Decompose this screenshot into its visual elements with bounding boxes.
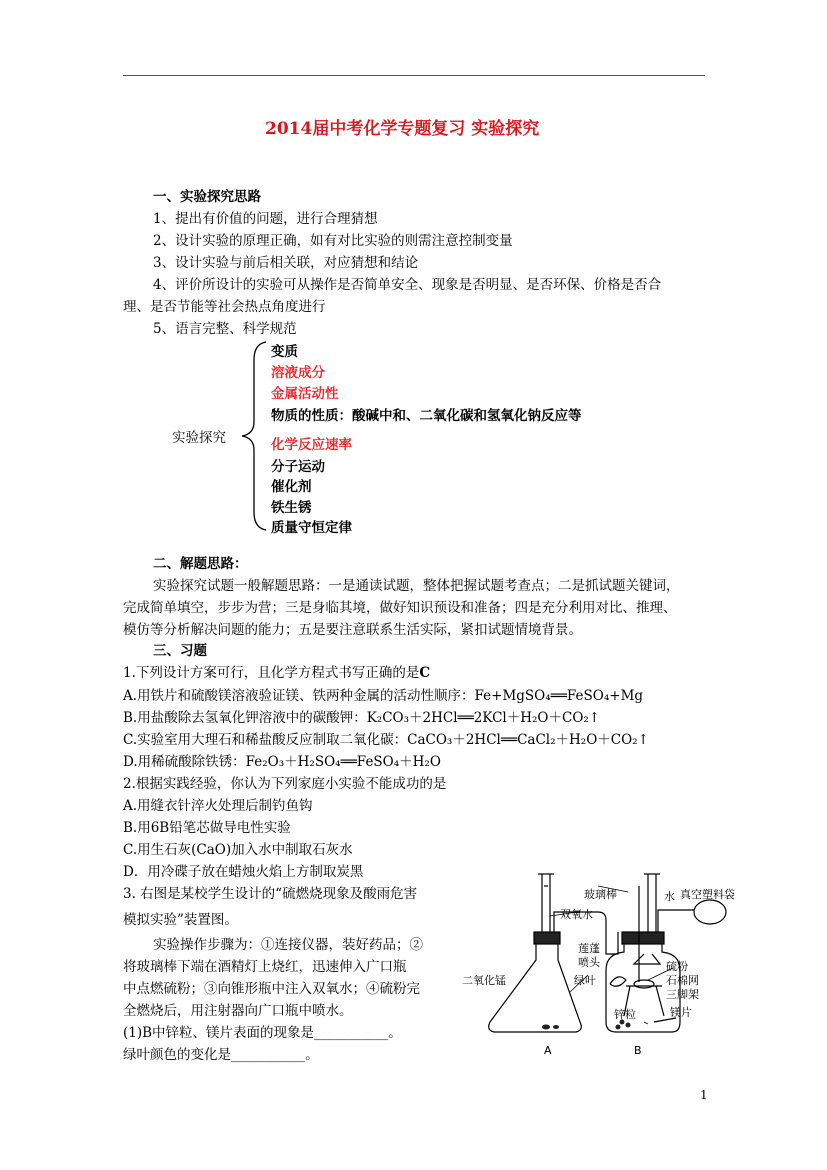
mindmap-branch: 分子运动 — [271, 459, 325, 475]
mindmap-branch: 化学反应速率 — [271, 437, 352, 453]
label-gauze: 石棉网 — [666, 974, 699, 987]
section2-paragraph: 完成简单填空，步步为营；三是身临其境，做好知识预设和准备；四是充分利用对比、推理、 — [123, 600, 677, 616]
label-b: B — [634, 1044, 642, 1057]
mindmap-branch: 变质 — [271, 344, 298, 360]
label-shower-2: 喷头 — [578, 956, 600, 969]
q3-line: 模拟实验”装置图。 — [123, 912, 238, 928]
section1-item: 4、评价所设计的实验可从操作是否简单安全、现象是否明显、是否环保、价格是否合 — [153, 277, 662, 293]
mindmap-branch: 催化剂 — [271, 479, 312, 495]
label-leaf: 绿叶 — [574, 974, 596, 987]
q3-line: 实验操作步骤为：①连接仪器，装好药品；② — [153, 937, 423, 953]
mindmap-branch: 金属活动性 — [271, 386, 339, 402]
section1-item: 1、提出有价值的问题，进行合理猜想 — [153, 211, 378, 227]
q1-option-c: C.实验室用大理石和稀盐酸反应制取二氧化碳：CaCO₃＋2HCl══CaCl₂＋H₂O＋CO₂↑ — [123, 732, 649, 748]
label-water: 水 — [664, 890, 675, 903]
q2-option-b: B.用6B铅笔芯做导电性实验 — [123, 820, 291, 836]
mindmap-branch: 铁生锈 — [271, 500, 312, 516]
q2-stem: 2.根据实践经验，你认为下列家庭小实验不能成功的是 — [123, 776, 447, 792]
label-bag: 真空塑料袋 — [680, 888, 735, 901]
q2-option-d: D．用冷碟子放在蜡烛火焰上方制取炭黑 — [123, 864, 364, 880]
section3-heading: 三、习题 — [153, 643, 207, 659]
q3-line: (1)B中锌粒、镁片表面的现象是___________。 — [123, 1025, 402, 1041]
section2-paragraph: 模仿等分析解决问题的能力；五是要注意联系生活实际，紧扣试题情境背景。 — [123, 622, 582, 638]
label-h2o2: 双氧水 — [560, 908, 593, 921]
q3-line: 中点燃硫粉；③向锥形瓶中注入双氧水；④硫粉完 — [123, 981, 420, 997]
zinc-granule — [616, 1025, 621, 1030]
q1-stem-text: 1.下列设计方案可行，且化学方程式书写正确的是 — [123, 665, 420, 681]
label-sulfur: 硫粉 — [666, 960, 688, 973]
q1-option-a: A.用铁片和硫酸镁溶液验证镁、铁两种金属的活动性顺序：Fe+MgSO₄══FeSO₄+Mg — [123, 688, 644, 704]
mindmap-brace — [238, 340, 270, 532]
section1-item: 理、是否节能等社会热点角度进行 — [123, 299, 326, 315]
mindmap-branch: 质量守恒定律 — [271, 520, 352, 536]
section2-paragraph: 实验探究试题一般解题思路：一是通读试题，整体把握试题考查点；二是抓试题关键词， — [153, 578, 680, 594]
label-glass-rod: 玻璃棒 — [584, 888, 617, 901]
header-rule — [123, 75, 705, 76]
mindmap-branch: 物质的性质：酸碱中和、二氧化碳和氢氧化钠反应等 — [271, 408, 582, 424]
q1-option-d: D.用稀硫酸除铁锈：Fe₂O₃＋H₂SO₄══FeSO₄＋H₂O — [123, 754, 441, 770]
q2-option-c: C.用生石灰(CaO)加入水中制取石灰水 — [123, 842, 353, 858]
section2-heading: 二、解题思路： — [153, 556, 248, 572]
zinc-granule — [626, 1023, 631, 1028]
label-shower-1: 莲蓬 — [578, 942, 600, 955]
q3-line: 将玻璃棒下端在酒精灯上烧红，迅速伸入广口瓶 — [123, 959, 407, 975]
q3-line: 全燃烧后，用注射器向广口瓶中喷水。 — [123, 1003, 353, 1019]
mindmap-root: 实验探究 — [172, 430, 226, 446]
page-number: 1 — [700, 1088, 708, 1102]
label-tripod: 三脚架 — [666, 988, 699, 1001]
q2-option-a: A.用缝衣针淬火处理后制钓鱼钩 — [123, 798, 313, 814]
q3-line: 3. 右图是某校学生设计的“硫燃烧现象及酸雨危害 — [123, 886, 418, 902]
apparatus-figure — [458, 872, 748, 1062]
label-zn: 锌粒 — [614, 1008, 636, 1021]
q1-answer: C — [419, 665, 431, 681]
label-a: A — [544, 1044, 552, 1057]
q3-line: 绿叶颜色的变化是___________。 — [123, 1047, 319, 1063]
section1-heading: 一、实验探究思路 — [153, 189, 261, 205]
mindmap-branch: 溶液成分 — [271, 365, 325, 381]
q1-option-b: B.用盐酸除去氢氧化钾溶液中的碳酸钾：K₂CO₃＋2HCl══2KCl＋H₂O＋CO₂↑ — [123, 710, 601, 726]
q1-stem — [123, 663, 430, 683]
section1-item: 3、设计实验与前后相关联，对应猜想和结论 — [153, 255, 419, 271]
mno2-particles — [553, 1025, 559, 1029]
page-title: 2014届中考化学专题复习 实验探究 — [265, 119, 540, 139]
label-mno2: 二氧化锰 — [462, 974, 506, 987]
label-mg: 镁片 — [670, 1006, 692, 1019]
section1-item: 5、语言完整、科学规范 — [153, 321, 297, 337]
mno2-particles — [542, 1025, 550, 1030]
section1-item: 2、设计实验的原理正确，如有对比实验的则需注意控制变量 — [153, 233, 513, 249]
